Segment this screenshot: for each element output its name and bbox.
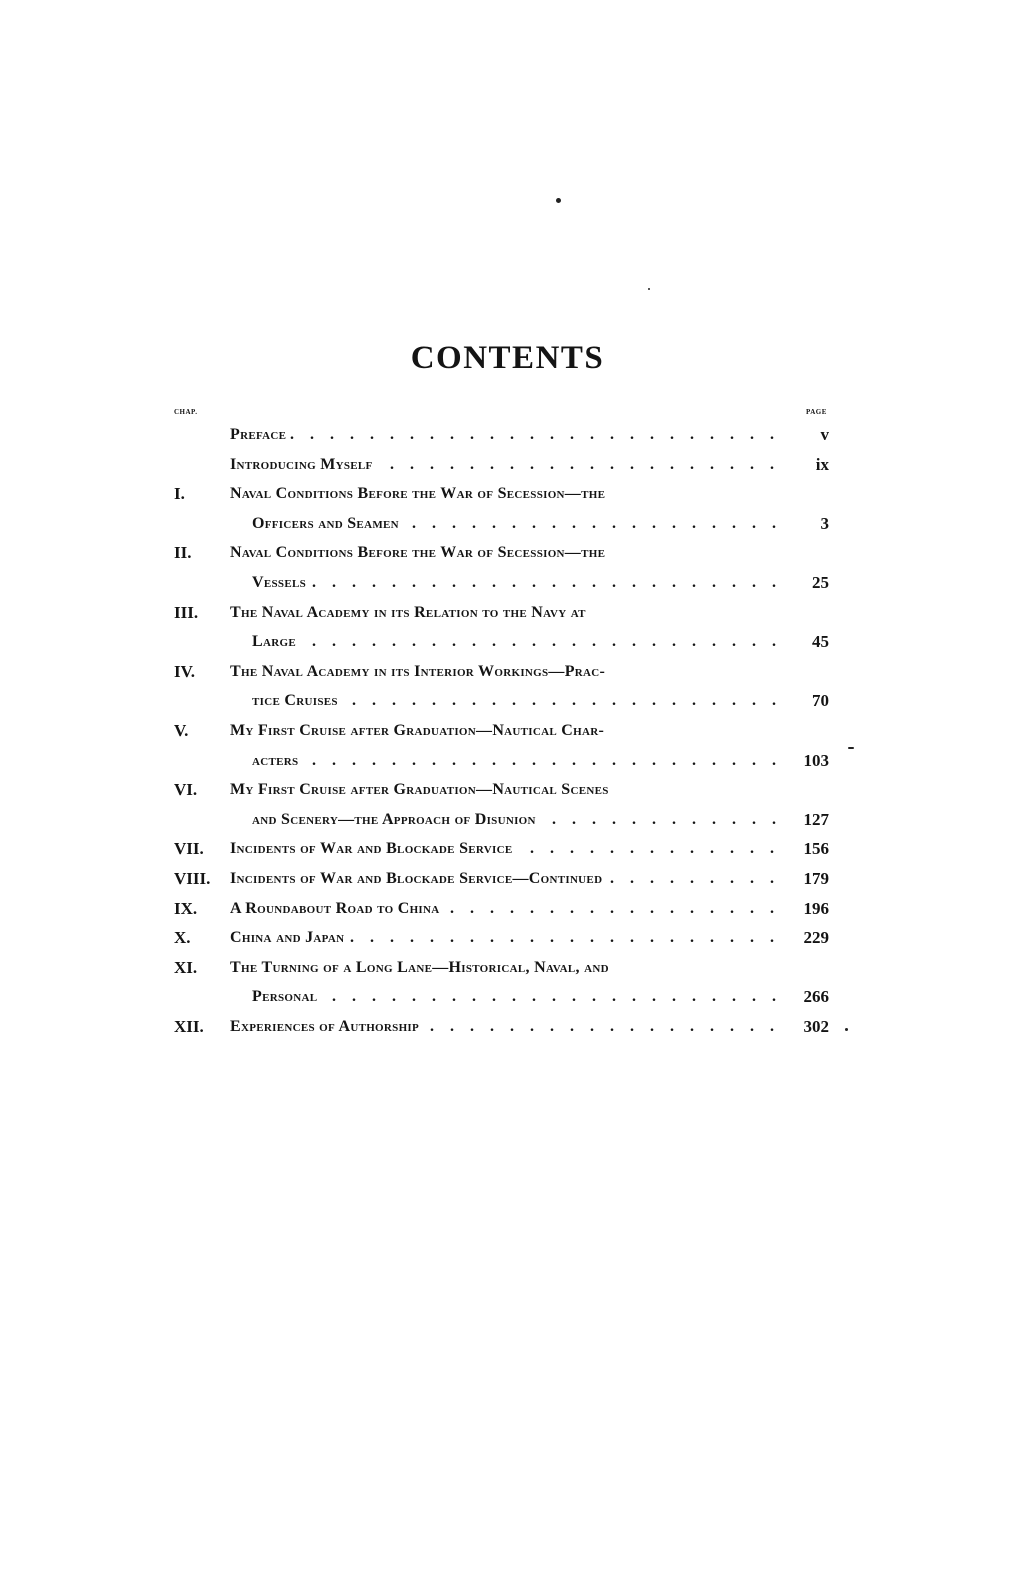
chapter-title [230,775,780,805]
print-speck [845,1028,848,1031]
page-number: 45 [812,632,829,651]
chapter-number: I. [174,484,185,503]
print-speck [648,288,650,290]
toc-line [174,746,829,776]
chapter-number: XII. [174,1017,204,1036]
chapter-title [230,1012,776,1042]
toc-line [174,894,829,924]
chapter-number: V. [174,721,189,740]
page-number: v [820,425,829,444]
print-speck [556,198,561,203]
chapter-title-text: The Naval Academy in its Relation to the Navy at [230,604,590,621]
toc-line [174,1012,829,1042]
chapter-title [230,450,776,480]
page-number: 229 [803,928,829,947]
chapter-title [230,420,776,450]
chapter-title-text: Incidents of War and Blockade Service [230,840,516,857]
chapter-column-label: CHAP. [174,408,198,416]
page-number: 70 [812,691,829,710]
chapter-title-text: Naval Conditions Before the War of Secession—the [230,544,609,561]
toc-line [174,538,829,568]
toc-line [174,598,829,628]
chapter-title-text: The Naval Academy in its Interior Workings—Prac- [230,663,609,680]
toc-line [174,509,829,539]
toc-line [174,775,829,805]
chapter-title-text: Introducing Myself [230,456,377,473]
chapter-title-text: China and Japan [230,929,348,946]
chapter-title [230,538,780,568]
chapter-number: IX. [174,899,198,918]
chapter-title [230,657,780,687]
page-number: 127 [803,810,829,829]
page-number: 103 [803,751,829,770]
chapter-title-text: and Scenery—the Approach of Disunion [252,811,540,828]
print-speck [848,747,854,749]
page-column-label: PAGE [806,408,827,416]
chapter-title [230,834,776,864]
toc-line [174,982,829,1012]
chapter-title-text: tice Cruises [252,692,342,709]
chapter-title-text: Vessels [252,574,310,591]
chapter-title [252,568,776,598]
page-number: 25 [812,573,829,592]
toc-line [174,686,829,716]
page-number: 302 [803,1017,829,1036]
chapter-title-text: The Turning of a Long Lane—Historical, Naval, and [230,959,613,976]
chapter-title [252,982,776,1012]
chapter-number: VII. [174,839,204,858]
chapter-title-text: Large [252,633,300,650]
chapter-title-text: Naval Conditions Before the War of Secession—the [230,485,609,502]
chapter-title-text: My First Cruise after Graduation—Nautical Scenes [230,781,613,798]
chapter-title [230,479,780,509]
chapter-title-text: Personal [252,988,321,1005]
page-number: 156 [803,839,829,858]
page-title: CONTENTS [410,340,605,376]
page-number: ix [815,455,829,474]
toc-line [174,479,829,509]
chapter-title-text: Officers and Seamen [252,515,403,532]
chapter-title-text: Preface [230,426,290,443]
page-number: 179 [803,869,829,888]
chapter-title [230,598,780,628]
toc-line [174,923,829,953]
chapter-number: X. [174,928,191,947]
toc-line [174,805,829,835]
toc-line [174,834,829,864]
chapter-number: III. [174,603,199,622]
toc-line [174,627,829,657]
chapter-title [230,923,776,953]
chapter-title [252,805,776,835]
page-number: 196 [803,899,829,918]
chapter-title [230,716,780,746]
toc-line [174,864,829,894]
chapter-title-text: Experiences of Authorship [230,1018,423,1035]
chapter-number: VI. [174,780,198,799]
chapter-title-text: A Roundabout Road to China [230,900,444,917]
toc-line [174,953,829,983]
chapter-title-text: acters [252,752,302,769]
page-number: 266 [803,987,829,1006]
toc-line [174,450,829,480]
chapter-title [230,864,776,894]
chapter-number: XI. [174,958,198,977]
chapter-title [252,627,776,657]
page-number: 3 [820,514,829,533]
chapter-title-text: My First Cruise after Graduation—Nautical Char- [230,722,608,739]
toc-line [174,420,829,450]
chapter-number: IV. [174,662,195,681]
toc-line [174,716,829,746]
chapter-title [252,746,776,776]
chapter-title [230,953,780,983]
chapter-title-text: Incidents of War and Blockade Service—Continued [230,870,606,887]
toc-line [174,657,829,687]
chapter-title [252,509,776,539]
chapter-number: VIII. [174,869,211,888]
chapter-number: II. [174,543,192,562]
chapter-title [252,686,776,716]
toc-line [174,568,829,598]
chapter-title [230,894,776,924]
